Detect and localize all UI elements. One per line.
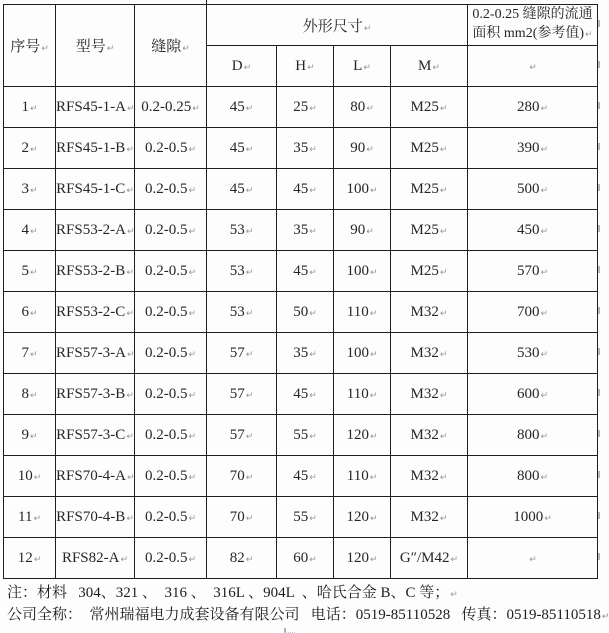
paragraph-mark-icon: ↵	[369, 554, 378, 565]
paragraph-mark-icon: ↵	[188, 431, 197, 442]
paragraph-mark-icon: ↵	[307, 62, 315, 73]
paragraph-mark-icon: ↵	[432, 62, 440, 73]
cell-l: 100↵	[334, 251, 391, 292]
paragraph-mark-icon: ↵	[439, 349, 448, 360]
paragraph-mark-icon: ↵	[439, 103, 448, 114]
paragraph-mark-icon: ↵	[540, 390, 549, 401]
paragraph-mark-icon: ↵	[540, 267, 549, 278]
paragraph-mark-icon: ↵	[309, 144, 317, 155]
paragraph-mark-icon: ↵	[245, 267, 254, 278]
paragraph-mark-icon: ↵	[33, 554, 42, 565]
cell-serial: 1↵	[4, 87, 56, 128]
paragraph-mark-icon: ↵	[126, 267, 134, 278]
table-row	[4, 210, 598, 251]
paragraph-mark-icon: ↵	[309, 308, 317, 319]
paragraph-mark-icon: ↵	[188, 349, 197, 360]
paragraph-mark-icon: ↵	[245, 103, 254, 114]
paragraph-mark-icon: ↵	[245, 431, 254, 442]
header-d	[207, 46, 277, 87]
header-dimensions	[207, 5, 468, 46]
cell-d: 70↵	[207, 456, 277, 497]
paragraph-mark-icon: ↵	[309, 349, 317, 360]
header-serial	[4, 5, 56, 87]
cell-l: 100↵	[334, 333, 391, 374]
cell-d: 45↵	[207, 169, 277, 210]
header-dimensions-label: 外形尺寸	[302, 18, 363, 35]
paragraph-mark-icon: ↵	[309, 472, 317, 483]
paragraph-mark-icon: ↵	[369, 267, 378, 278]
paragraph-mark-icon: ↵	[439, 390, 448, 401]
cell-serial: 3↵	[4, 169, 56, 210]
cell-gap: 0.2-0.5↵	[135, 251, 207, 292]
header-area-label: 0.2-0.25 缝隙的流通面积 mm2(参考值)	[472, 7, 593, 41]
cell-m: M32↵	[391, 292, 468, 333]
cell-serial: 8↵	[4, 374, 56, 415]
paragraph-mark-icon: ↵	[363, 23, 372, 34]
paragraph-mark-icon: ↵	[369, 431, 378, 442]
cell-d: 70↵	[207, 497, 277, 538]
cell-h: 55↵	[277, 497, 334, 538]
header-area	[468, 5, 598, 46]
paragraph-mark-icon: ↵	[126, 308, 134, 319]
cell-serial: 4↵	[4, 210, 56, 251]
cropped-glyph	[284, 628, 295, 633]
cell-d: 82↵	[207, 538, 277, 579]
paragraph-mark-icon: ↵	[366, 144, 374, 155]
paragraph-mark-icon: ↵	[309, 554, 317, 565]
paragraph-mark-icon: ↵	[540, 308, 549, 319]
cell-m: M32↵	[391, 497, 468, 538]
paragraph-mark-icon: ↵	[439, 185, 448, 196]
paragraph-mark-icon: ↵	[182, 44, 190, 54]
header-l	[334, 46, 391, 87]
paragraph-mark-icon: ↵	[439, 472, 448, 483]
cell-l: 80↵	[334, 87, 391, 128]
paragraph-mark-icon: ↵	[585, 30, 593, 40]
header-area-empty-cell	[468, 46, 598, 87]
paragraph-mark-icon: ↵	[540, 349, 549, 360]
paragraph-mark-icon: ↵	[33, 472, 42, 483]
cell-area: 700↵	[468, 292, 598, 333]
cell-m: M32↵	[391, 415, 468, 456]
cell-model: RFS57-3-C↵	[56, 415, 135, 456]
table-row	[4, 456, 598, 497]
paragraph-mark-icon: ↵	[529, 62, 537, 73]
cell-model: RFS53-2-A↵	[56, 210, 135, 251]
cell-d: 57↵	[207, 374, 277, 415]
cell-serial: 9↵	[4, 415, 56, 456]
header-h	[277, 46, 334, 87]
cell-h: 60↵	[277, 538, 334, 579]
paragraph-mark-icon: ↵	[29, 431, 38, 442]
cell-model: RFS70-4-B↵	[56, 497, 135, 538]
cell-m: M32↵	[391, 456, 468, 497]
paragraph-mark-icon: ↵	[363, 62, 371, 73]
paragraph-mark-icon: ↵	[245, 513, 254, 524]
paragraph-mark-icon: ↵	[544, 513, 552, 524]
cell-d: 45↵	[207, 128, 277, 169]
cell-gap: 0.2-0.5↵	[135, 415, 207, 456]
cell-l: 100↵	[334, 169, 391, 210]
cell-area: 450↵	[468, 210, 598, 251]
cell-model: RFS45-1-B↵	[56, 128, 135, 169]
header-gap-label: 缝隙	[151, 39, 182, 55]
note-company-contact: 公司全称： 常州瑞福电力成套设备有限公司 电话：0519-85110528 传真：0519-85110518↵	[7, 607, 609, 623]
cell-m: M25↵	[391, 210, 468, 251]
paragraph-mark-icon: ↵	[106, 44, 115, 54]
header-m-label: M	[418, 57, 432, 74]
paragraph-mark-icon: ↵	[29, 390, 38, 401]
table-row	[4, 497, 598, 538]
cell-d: 57↵	[207, 415, 277, 456]
cell-serial: 6↵	[4, 292, 56, 333]
cell-l: 110↵	[334, 374, 391, 415]
paragraph-mark-icon: ↵	[245, 144, 254, 155]
paragraph-mark-icon: ↵	[188, 513, 197, 524]
cell-area: 280↵	[468, 87, 598, 128]
paragraph-mark-icon: ↵	[188, 144, 197, 155]
table-row	[4, 251, 598, 292]
cell-d: 57↵	[207, 333, 277, 374]
paragraph-mark-icon: ↵	[439, 144, 448, 155]
cell-serial: 7↵	[4, 333, 56, 374]
cell-m: M25↵	[391, 251, 468, 292]
paragraph-mark-icon: ↵	[540, 144, 549, 155]
header-row-1	[4, 5, 598, 46]
paragraph-mark-icon: ↵	[126, 185, 134, 196]
cell-m: M25↵	[391, 128, 468, 169]
header-m	[391, 46, 468, 87]
paragraph-mark-icon: ↵	[540, 103, 549, 114]
paragraph-mark-icon: ↵	[439, 513, 448, 524]
cell-area: 500↵	[468, 169, 598, 210]
paragraph-mark-icon: ↵	[309, 103, 317, 114]
paragraph-mark-icon: ↵	[41, 44, 49, 54]
cell-h: 35↵	[277, 333, 334, 374]
cell-area: 1000↵	[468, 497, 598, 538]
paragraph-mark-icon: ↵	[369, 308, 378, 319]
table-row	[4, 374, 598, 415]
paragraph-mark-icon: ↵	[127, 103, 135, 114]
paragraph-mark-icon: ↵	[309, 390, 317, 401]
paragraph-mark-icon: ↵	[188, 267, 197, 278]
paragraph-mark-icon: ↵	[126, 144, 134, 155]
paragraph-mark-icon: ↵	[245, 390, 254, 401]
paragraph-mark-icon: ↵	[243, 62, 252, 73]
cell-gap: 0.2-0.5↵	[135, 128, 207, 169]
cell-d: 53↵	[207, 292, 277, 333]
paragraph-mark-icon: ↵	[127, 472, 135, 483]
paragraph-mark-icon: ↵	[126, 513, 134, 524]
header-model	[56, 5, 135, 87]
paragraph-mark-icon: ↵	[192, 103, 200, 114]
paragraph-mark-icon: ↵	[188, 472, 197, 483]
cell-serial: 10↵	[4, 456, 56, 497]
paragraph-mark-icon: ↵	[369, 349, 378, 360]
paragraph-mark-icon: ↵	[309, 226, 317, 237]
cell-model: RFS82-A↵	[56, 538, 135, 579]
cell-h: 45↵	[277, 251, 334, 292]
paragraph-mark-icon: ↵	[439, 226, 448, 237]
cell-gap: 0.2-0.5↵	[135, 292, 207, 333]
cell-model: RFS57-3-A↵	[56, 333, 135, 374]
cell-m: G″/M42↵	[391, 538, 468, 579]
cell-l: 120↵	[334, 415, 391, 456]
paragraph-mark-icon: ↵	[540, 185, 549, 196]
table-row	[4, 333, 598, 374]
paragraph-mark-icon: ↵	[29, 349, 38, 360]
paragraph-mark-icon: ↵	[29, 144, 38, 155]
paragraph-mark-icon: ↵	[188, 390, 197, 401]
header-serial-label: 序号	[10, 39, 41, 55]
paragraph-mark-icon: ↵	[188, 308, 197, 319]
header-l-label: L	[353, 57, 363, 74]
cell-area: 800↵	[468, 415, 598, 456]
cell-model: RFS45-1-A↵	[56, 87, 135, 128]
cell-h: 45↵	[277, 374, 334, 415]
spec-table	[3, 4, 598, 579]
paragraph-mark-icon: ↵	[245, 472, 254, 483]
paragraph-mark-icon: ↵	[29, 308, 38, 319]
cell-m: M25↵	[391, 87, 468, 128]
cell-h: 25↵	[277, 87, 334, 128]
cell-d: 53↵	[207, 251, 277, 292]
cell-m: M32↵	[391, 333, 468, 374]
cell-h: 35↵	[277, 128, 334, 169]
paragraph-mark-icon: ↵	[188, 226, 197, 237]
paragraph-mark-icon: ↵	[309, 431, 317, 442]
paragraph-mark-icon: ↵	[450, 590, 458, 600]
cell-m: M32↵	[391, 374, 468, 415]
table-row	[4, 128, 598, 169]
paragraph-mark-icon: ↵	[540, 226, 549, 237]
paragraph-mark-icon: ↵	[127, 226, 135, 237]
table-row	[4, 169, 598, 210]
paragraph-mark-icon: ↵	[29, 226, 38, 237]
cell-serial: 11↵	[4, 497, 56, 538]
cell-area	[468, 538, 598, 579]
cell-serial: 5↵	[4, 251, 56, 292]
cell-l: 110↵	[334, 456, 391, 497]
paragraph-mark-icon: ↵	[366, 226, 374, 237]
paragraph-mark-icon: ↵	[369, 390, 378, 401]
paragraph-mark-icon: ↵	[540, 472, 549, 483]
paragraph-mark-icon: ↵	[601, 612, 609, 622]
header-gap	[135, 5, 207, 87]
cell-l: 120↵	[334, 497, 391, 538]
table-row	[4, 292, 598, 333]
paragraph-mark-icon: ↵	[369, 185, 378, 196]
paragraph-mark-icon: ↵	[540, 431, 549, 442]
paragraph-mark-icon: ↵	[245, 308, 254, 319]
header-d-label: D	[231, 57, 243, 74]
paragraph-mark-icon: ↵	[127, 349, 135, 360]
paragraph-mark-icon: ↵	[29, 267, 38, 278]
paragraph-mark-icon: ↵	[29, 185, 38, 196]
paragraph-mark-icon: ↵	[245, 349, 254, 360]
paragraph-mark-icon: ↵	[245, 226, 254, 237]
paragraph-mark-icon: ↵	[245, 554, 254, 565]
cell-l: 90↵	[334, 210, 391, 251]
paragraph-mark-icon: ↵	[369, 513, 378, 524]
paragraph-mark-icon: ↵	[126, 431, 134, 442]
cell-model: RFS53-2-C↵	[56, 292, 135, 333]
cell-area: 600↵	[468, 374, 598, 415]
table-row	[4, 538, 598, 579]
cell-h: 50↵	[277, 292, 334, 333]
cell-h: 45↵	[277, 169, 334, 210]
cell-area: 570↵	[468, 251, 598, 292]
cell-area: 530↵	[468, 333, 598, 374]
cell-model: RFS70-4-A↵	[56, 456, 135, 497]
cell-area: 390↵	[468, 128, 598, 169]
paragraph-mark-icon: ↵	[188, 185, 197, 196]
paragraph-mark-icon: ↵	[309, 513, 317, 524]
cell-h: 55↵	[277, 415, 334, 456]
cell-model: RFS57-3-B↵	[56, 374, 135, 415]
cell-model: RFS53-2-B↵	[56, 251, 135, 292]
header-h-label: H	[295, 57, 307, 74]
paragraph-mark-icon: ↵	[29, 103, 38, 114]
paragraph-mark-icon: ↵	[120, 554, 129, 565]
cell-serial: 2↵	[4, 128, 56, 169]
cell-gap: 0.2-0.5↵	[135, 333, 207, 374]
cell-gap: 0.2-0.25↵	[135, 87, 207, 128]
paragraph-mark-icon: ↵	[309, 185, 317, 196]
paragraph-mark-icon: ↵	[33, 513, 41, 524]
cell-gap: 0.2-0.5↵	[135, 169, 207, 210]
cell-area: 800↵	[468, 456, 598, 497]
paragraph-mark-icon: ↵	[245, 185, 254, 196]
cell-gap: 0.2-0.5↵	[135, 456, 207, 497]
cell-gap: 0.2-0.5↵	[135, 538, 207, 579]
cell-d: 53↵	[207, 210, 277, 251]
header-model-label: 型号	[75, 39, 106, 55]
paragraph-mark-icon: ↵	[529, 554, 537, 565]
paragraph-mark-icon: ↵	[309, 267, 317, 278]
cell-l: 90↵	[334, 128, 391, 169]
paragraph-mark-icon: ↵	[439, 308, 448, 319]
cell-m: M25↵	[391, 169, 468, 210]
cell-d: 45↵	[207, 87, 277, 128]
paragraph-mark-icon: ↵	[439, 267, 448, 278]
cell-serial: 12↵	[4, 538, 56, 579]
cell-h: 35↵	[277, 210, 334, 251]
paragraph-mark-icon: ↵	[126, 390, 134, 401]
cell-l: 120↵	[334, 538, 391, 579]
paragraph-mark-icon: ↵	[366, 103, 374, 114]
note-materials: 注：材料 304、321 、 316 、 316L 、904L 、哈氏合金 B、C 等；↵	[7, 585, 458, 601]
paragraph-mark-icon: ↵	[369, 472, 378, 483]
cell-gap: 0.2-0.5↵	[135, 497, 207, 538]
table-row	[4, 415, 598, 456]
paragraph-mark-icon: ↵	[188, 554, 197, 565]
cell-l: 110↵	[334, 292, 391, 333]
cell-gap: 0.2-0.5↵	[135, 210, 207, 251]
table-row	[4, 87, 598, 128]
paragraph-mark-icon: ↵	[450, 554, 459, 565]
cell-model: RFS45-1-C↵	[56, 169, 135, 210]
paragraph-mark-icon: ↵	[439, 431, 448, 442]
cell-gap: 0.2-0.5↵	[135, 374, 207, 415]
cell-h: 45↵	[277, 456, 334, 497]
